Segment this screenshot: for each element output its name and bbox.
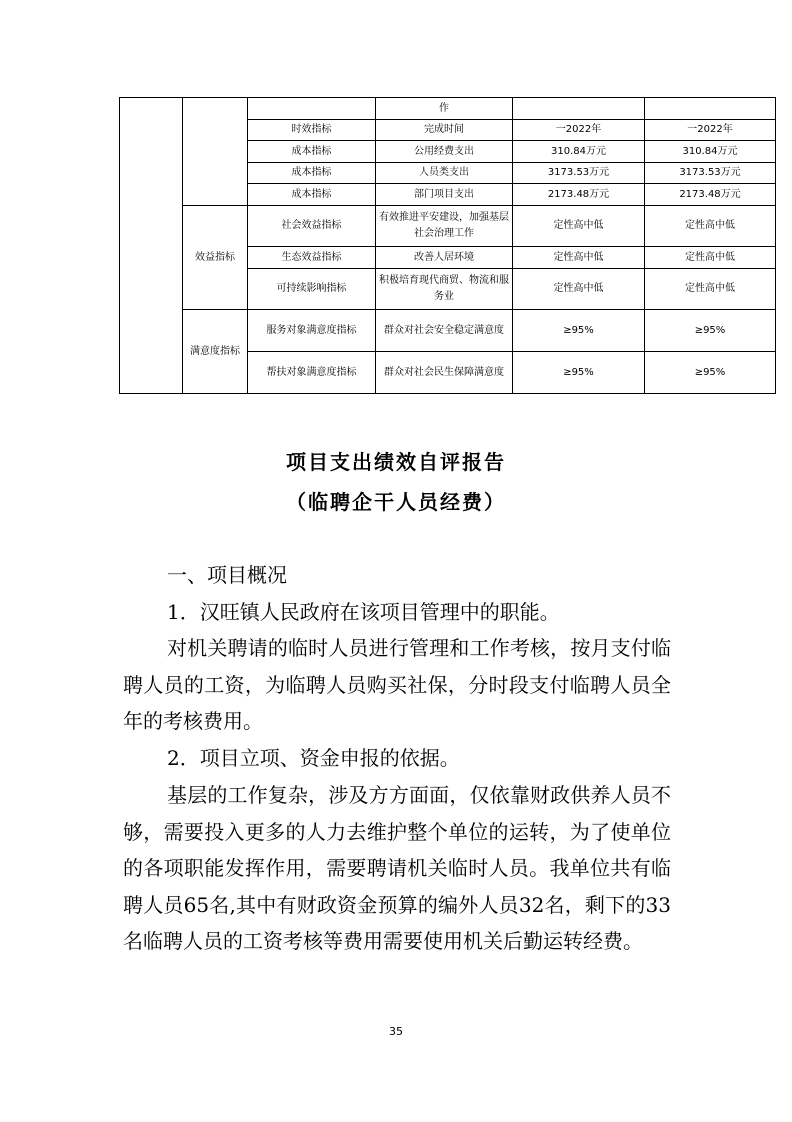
actual-value-cell: ≥95% <box>645 352 776 394</box>
target-value-cell: 定性高中低 <box>513 247 645 269</box>
indicator-content-cell: 公用经费支出 <box>376 141 513 163</box>
level3-indicator-cell: 帮扶对象满意度指标 <box>248 352 376 394</box>
indicator-content-cell: 作 <box>376 98 513 120</box>
indicator-content-cell: 有效推进平安建设，加强基层社会治理工作 <box>376 206 513 247</box>
target-value-cell <box>513 98 645 120</box>
level3-indicator-cell: 社会效益指标 <box>248 206 376 247</box>
level3-indicator-cell: 生态效益指标 <box>248 247 376 269</box>
actual-value-cell: 定性高中低 <box>645 269 776 310</box>
indicator-content-cell: 人员类支出 <box>376 163 513 184</box>
level3-indicator-cell <box>248 98 376 120</box>
indicator-content-cell: 积极培育现代商贸、物流和服务业 <box>376 269 513 310</box>
indicator-content-cell: 群众对社会民生保障满意度 <box>376 352 513 394</box>
indicator-content-cell: 部门项目支出 <box>376 184 513 206</box>
target-value-cell: ≥95% <box>513 352 645 394</box>
level2-indicator-cell: 效益指标 <box>183 206 248 310</box>
level3-indicator-cell: 服务对象满意度指标 <box>248 310 376 352</box>
target-value-cell: 2173.48万元 <box>513 184 645 206</box>
target-value-cell: 定性高中低 <box>513 269 645 310</box>
report-title: 项目支出绩效自评报告 <box>286 450 506 474</box>
level3-indicator-cell: 成本指标 <box>248 163 376 184</box>
section-heading: 一、项目概况 <box>167 563 287 587</box>
level3-indicator-cell: 成本指标 <box>248 141 376 163</box>
level3-indicator-cell: 成本指标 <box>248 184 376 206</box>
indicator-content-cell: 改善人居环境 <box>376 247 513 269</box>
level3-indicator-cell: 可持续影响指标 <box>248 269 376 310</box>
table-row <box>120 310 776 352</box>
report-subtitle: （临聘企干人员经费） <box>286 490 506 514</box>
actual-value-cell: 2173.48万元 <box>645 184 776 206</box>
table-row <box>120 206 776 247</box>
page-number: 35 <box>389 1025 403 1038</box>
body-paragraph: 对机关聘请的临时人员进行管理和工作考核，按月支付临聘人员的工资，为临聘人员购买社保，分时段支付临聘人员全年的考核费用。 <box>123 636 671 733</box>
actual-value-cell <box>645 98 776 120</box>
level1-indicator-cell <box>120 98 183 394</box>
target-value-cell: 定性高中低 <box>513 206 645 247</box>
actual-value-cell: 定性高中低 <box>645 247 776 269</box>
actual-value-cell: 一2022年 <box>645 120 776 141</box>
actual-value-cell: 3173.53万元 <box>645 163 776 184</box>
target-value-cell: 310.84万元 <box>513 141 645 163</box>
table-row <box>120 98 776 120</box>
actual-value-cell: ≥95% <box>645 310 776 352</box>
performance-indicator-table <box>119 97 776 394</box>
indicator-content-cell: 完成时间 <box>376 120 513 141</box>
item-heading: 1．汉旺镇人民政府在该项目管理中的职能。 <box>167 600 560 624</box>
target-value-cell: 3173.53万元 <box>513 163 645 184</box>
actual-value-cell: 定性高中低 <box>645 206 776 247</box>
level2-indicator-cell: 满意度指标 <box>183 310 248 394</box>
level3-indicator-cell: 时效指标 <box>248 120 376 141</box>
indicator-content-cell: 群众对社会安全稳定满意度 <box>376 310 513 352</box>
item-heading: 2．项目立项、资金申报的依据。 <box>167 746 460 770</box>
level2-indicator-cell <box>183 98 248 206</box>
body-paragraph: 基层的工作复杂，涉及方方面面，仅依靠财政供养人员不够，需要投入更多的人力去维护整个单位的运转，为了使单位的各项职能发挥作用，需要聘请机关临时人员。我单位共有临聘人员65名,其中有财政资金预算的编外人员32名，剩下的33名临聘人员的工资考核等费用需要使用机关后勤运转经费。 <box>123 783 671 953</box>
actual-value-cell: 310.84万元 <box>645 141 776 163</box>
target-value-cell: 一2022年 <box>513 120 645 141</box>
target-value-cell: ≥95% <box>513 310 645 352</box>
